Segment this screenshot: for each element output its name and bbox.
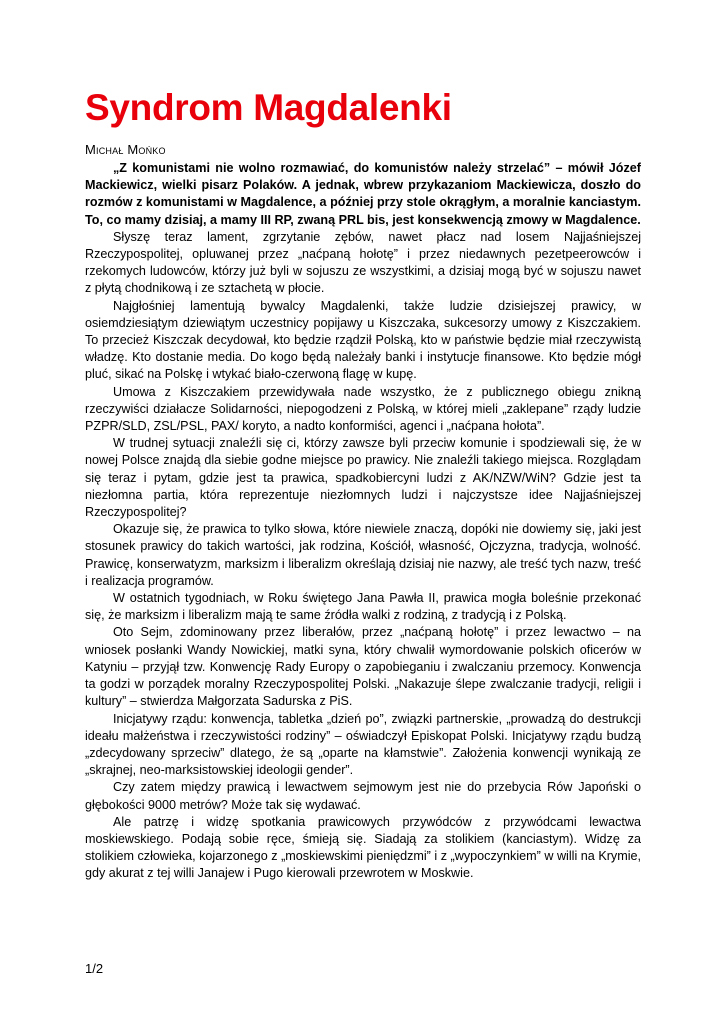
article-title: Syndrom Magdalenki [85, 87, 452, 128]
paragraph: Oto Sejm, zdominowany przez liberałów, przez „naćpaną hołotę” i przez lewactwo – na wniosek posłanki Wandy Nowickiej, matki syna, który chwalił wymordowanie polskich oficerów w Katyniu – przyjął tzw. Konwencję Rady Europy o zapobieganiu i zwalczaniu przemocy. Konwencja ta godzi w porządek moralny Rzeczypospolitej Polski. „Nakazuje ślepe zwalczanie tradycji, religii i kultury” – stwierdza Małgorzata Sadurska z PiS. [85, 625, 641, 709]
paragraph: Inicjatywy rządu: konwencja, tabletka „dzień po”, związki partnerskie, „prowadzą do destrukcji ideału małżeństwa i rzeczywistości rodziny” – oświadczył Episkopat Polski. Inicjatywy rządu budzą „zdecydowany sprzeciw” dlatego, że są „oparte na kłamstwie”. Założenia konwencji wynikają ze „skrajnej, neo-marksistowskiej ideologii gender”. [85, 711, 641, 778]
paragraph: Najgłośniej lamentują bywalcy Magdalenki, także ludzie dzisiejszej prawicy, w osiemdziesiątym dziewiątym uczestnicy popijawy u Kiszczaka, sukcesorzy umowy z Kiszczakiem. To przecież Kiszczak decydował, kto będzie rządził Polską, kto w państwie będzie miał rzeczywistą władzę. Kto dostanie media. Do kogo będą należały banki i instytucje finansowe. Kto będzie mógł pluć, sikać na Polskę i wtykać biało-czerwoną flagę w kupę. [85, 298, 641, 382]
article-lead: „Z komunistami nie wolno rozmawiać, do komunistów należy strzelać” – mówił Józef Mackiewicz, wielki pisarz Polaków. A jednak, wbrew przykazaniom Mackiewicza, doszło do rozmów z komunistami w Magdalence, a później przy stole okrągłym, a moralnie kanciastym. To, co mamy dzisiaj, a mamy III RP, zwaną PRL bis, jest konsekwencją zmowy w Magdalence. [85, 161, 641, 227]
paragraph: Umowa z Kiszczakiem przewidywała nade wszystko, że z publicznego obiegu znikną rzeczywiści działacze Solidarności, niepogodzeni z Polską, w której mieli „zaklepane” rządy ludzie PZPR/SLD, ZSL/PSL, PAX/ koryto, a nadto konformiści, agenci i „naćpana hołota”. [85, 384, 641, 434]
paragraph: Ale patrzę i widzę spotkania prawicowych przywódców z przywódcami lewactwa moskiewskiego. Podają sobie ręce, śmieją się. Siadają za stolikiem (kanciastym). Widzę za stolikiem człowieka, kojarzonego z „moskiewskimi pieniędzmi” i z „wypoczynkiem” w willi na Krymie, gdy akurat z tej willi Janajew i Pugo kierowali przewrotem w Moskwie. [85, 814, 641, 881]
paragraph: W trudnej sytuacji znaleźli się ci, którzy zawsze byli przeciw komunie i spodziewali się, że w nowej Polsce znajdą dla siebie godne miejsce po prawicy. Nie znaleźli takiego miejsca. Rozglądam się teraz i pytam, gdzie jest ta prawica, spadkobiercyni ludzi z AK/NZW/WiN? Gdzie jest ta niezłomna partia, która reprezentuje niezłomnych ludzi i najczystsze idee Najjaśniejszej Rzeczypospolitej? [85, 436, 641, 520]
paragraph: Okazuje się, że prawica to tylko słowa, które niewiele znaczą, dopóki nie dowiemy się, jaki jest stosunek prawicy do takich wartości, jak rodzina, Kościół, własność, Ojczyzna, tradycja, wolność. Prawicę, konserwatyzm, marksizm i liberalizm określają dzisiaj nie nazwy, ale treść tych nazw, treść i realizacja programów. [85, 522, 641, 588]
paragraph: W ostatnich tygodniach, w Roku świętego Jana Pawła II, prawica mogła boleśnie przekonać się, że marksizm i liberalizm mają te same źródła walki z rodziną, z tradycją i z Polską. [85, 591, 641, 623]
paragraph: Słyszę teraz lament, zgrzytanie zębów, nawet płacz nad losem Najjaśniejszej Rzeczypospolitej, opluwanej przez „naćpaną hołotę” i przez niedawnych pezetpeerowców i rzekomych ludowców, którzy już byli w sojuszu ze wszystkimi, a dzisiaj mogą być w sojuszu nawet z płytą chodnikową i ze sztachetą w płocie. [85, 229, 641, 296]
page-number: 1/2 [85, 961, 104, 976]
article-author: Michał Mońko [85, 142, 166, 157]
document-page [85, 84, 641, 883]
paragraph: Czy zatem między prawicą i lewactwem sejmowym jest nie do przebycia Rów Japoński o głębokości 9000 metrów? Może tak się wydawać. [85, 780, 641, 812]
